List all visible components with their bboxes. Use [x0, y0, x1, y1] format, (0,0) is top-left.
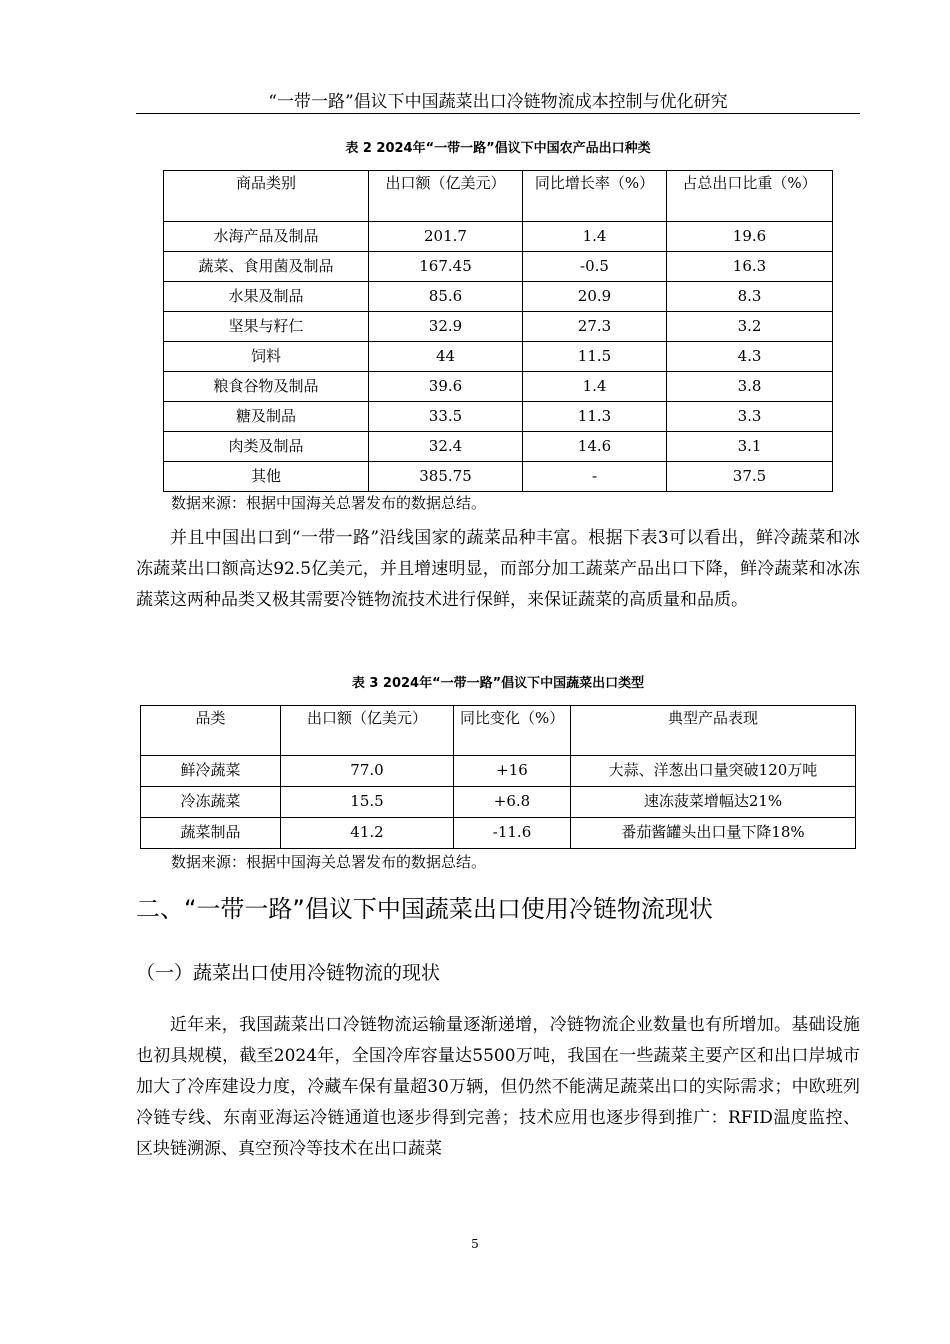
table-cell: 41.2	[281, 818, 454, 849]
table-cell: 3.3	[667, 402, 833, 432]
table3-caption: 表 3 2024年“一带一路”倡议下中国蔬菜出口类型	[351, 676, 645, 691]
table-row	[164, 312, 833, 342]
table-cell: 19.6	[667, 222, 833, 252]
table-cell: 速冻菠菜增幅达21%	[571, 787, 856, 818]
table-cell: 肉类及制品	[164, 432, 369, 462]
table-row	[164, 222, 833, 252]
table-row	[164, 432, 833, 462]
table-cell: 水海产品及制品	[164, 222, 369, 252]
table-cell: 3.8	[667, 372, 833, 402]
column-header: 出口额（亿美元）	[369, 171, 523, 222]
header-rule	[136, 113, 860, 114]
table-row	[164, 402, 833, 432]
column-header: 同比变化（%）	[454, 706, 571, 756]
table-cell: 20.9	[523, 282, 667, 312]
table2-source-note: 数据来源：根据中国海关总署发布的数据总结。	[171, 494, 487, 512]
column-header: 品类	[141, 706, 281, 756]
table3-source-note: 数据来源：根据中国海关总署发布的数据总结。	[171, 853, 487, 871]
table2-caption: 表 2 2024年“一带一路”倡议下中国农产品出口种类	[345, 141, 651, 156]
table-cell: 85.6	[369, 282, 523, 312]
table-cell: 饲料	[164, 342, 369, 372]
table-cell: 44	[369, 342, 523, 372]
table2	[163, 170, 833, 492]
table-cell: 201.7	[369, 222, 523, 252]
table-cell: 33.5	[369, 402, 523, 432]
table-cell: 77.0	[281, 756, 454, 787]
table-row	[164, 372, 833, 402]
column-header: 典型产品表现	[571, 706, 856, 756]
table-cell: 14.6	[523, 432, 667, 462]
table-cell: 鲜冷蔬菜	[141, 756, 281, 787]
running-header: “一带一路”倡议下中国蔬菜出口冷链物流成本控制与优化研究	[268, 92, 728, 112]
table-cell: 4.3	[667, 342, 833, 372]
table-row	[164, 252, 833, 282]
table-header-row	[164, 171, 833, 222]
table-row	[164, 282, 833, 312]
table-cell: 16.3	[667, 252, 833, 282]
table-cell: 水果及制品	[164, 282, 369, 312]
table-cell: 1.4	[523, 222, 667, 252]
body-paragraph-2: 近年来，我国蔬菜出口冷链物流运输量逐渐递增，冷链物流企业数量也有所增加。基础设施也初具规模，截至2024年，全国冷库容量达5500万吨，我国在一些蔬菜主要产区和出口岸城市加大了冷库建设力度，冷藏车保有量超30万辆，但仍然不能满足蔬菜出口的实际需求；中欧班列冷链专线、东南亚海运冷链通道也逐步得到完善；技术应用也逐步得到推广：RFID温度监控、区块链溯源、真空预冷等技术在出口蔬菜	[136, 1015, 860, 1159]
table-cell: 3.2	[667, 312, 833, 342]
table3	[140, 705, 856, 849]
table-cell: +16	[454, 756, 571, 787]
table-cell: 27.3	[523, 312, 667, 342]
table-cell: 37.5	[667, 462, 833, 492]
table-cell: 11.5	[523, 342, 667, 372]
table-cell: 糖及制品	[164, 402, 369, 432]
table-cell: 39.6	[369, 372, 523, 402]
column-header: 同比增长率（%）	[523, 171, 667, 222]
table-cell: 32.9	[369, 312, 523, 342]
table-cell: 167.45	[369, 252, 523, 282]
table-cell: 32.4	[369, 432, 523, 462]
table-row	[141, 787, 856, 818]
table-cell: +6.8	[454, 787, 571, 818]
table-cell: 番茄酱罐头出口量下降18%	[571, 818, 856, 849]
table-cell: -	[523, 462, 667, 492]
table-cell: -11.6	[454, 818, 571, 849]
table-cell: 1.4	[523, 372, 667, 402]
table-cell: 15.5	[281, 787, 454, 818]
page-number: 5	[471, 1237, 479, 1251]
table-cell: 蔬菜、食用菌及制品	[164, 252, 369, 282]
table-cell: 蔬菜制品	[141, 818, 281, 849]
table-row	[164, 342, 833, 372]
column-header: 出口额（亿美元）	[281, 706, 454, 756]
table-cell: -0.5	[523, 252, 667, 282]
table-cell: 大蒜、洋葱出口量突破120万吨	[571, 756, 856, 787]
section-heading: 二、“一带一路”倡议下中国蔬菜出口使用冷链物流现状	[136, 895, 713, 923]
table-cell: 坚果与籽仁	[164, 312, 369, 342]
table-header-row	[141, 706, 856, 756]
column-header: 占总出口比重（%）	[667, 171, 833, 222]
table-cell: 8.3	[667, 282, 833, 312]
table-row	[141, 818, 856, 849]
table-cell: 11.3	[523, 402, 667, 432]
table-cell: 385.75	[369, 462, 523, 492]
column-header: 商品类别	[164, 171, 369, 222]
table-cell: 其他	[164, 462, 369, 492]
table-row	[141, 756, 856, 787]
table-row	[164, 462, 833, 492]
table-cell: 冷冻蔬菜	[141, 787, 281, 818]
subsection-heading: （一）蔬菜出口使用冷链物流的现状	[136, 962, 441, 984]
body-paragraph-1: 并且中国出口到“一带一路”沿线国家的蔬菜品种丰富。根据下表3可以看出，鲜冷蔬菜和冰冻蔬菜出口额高达92.5亿美元，并且增速明显，而部分加工蔬菜产品出口下降，鲜冷蔬菜和冰冻蔬菜这两种品类又极其需要冷链物流技术进行保鲜，来保证蔬菜的高质量和品质。	[136, 528, 860, 610]
table-cell: 3.1	[667, 432, 833, 462]
table-cell: 粮食谷物及制品	[164, 372, 369, 402]
